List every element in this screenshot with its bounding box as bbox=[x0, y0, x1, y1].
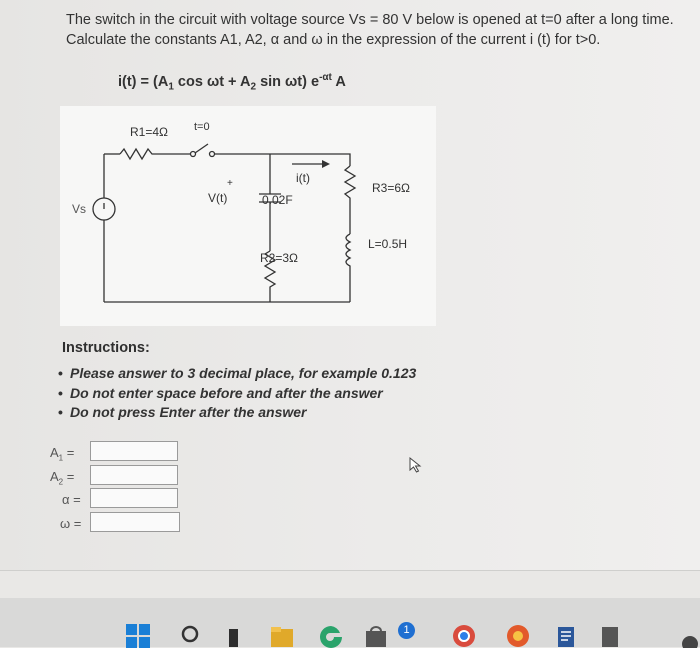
label-switch: t=0 bbox=[194, 121, 210, 133]
instructions-title: Instructions: bbox=[62, 340, 150, 356]
label-capacitor: 0.02F bbox=[262, 193, 293, 207]
switch-contact-right bbox=[210, 152, 215, 157]
switch-contact-left bbox=[191, 152, 196, 157]
a1-label: $A_1$ = bbox=[50, 445, 75, 463]
mouse-pointer-icon bbox=[408, 456, 426, 474]
windows-start-icon[interactable] bbox=[126, 624, 150, 648]
formula-sin: sin ωt) e bbox=[256, 73, 320, 90]
app-icon[interactable] bbox=[506, 624, 530, 648]
current-arrow bbox=[292, 160, 330, 168]
current-formula bbox=[118, 72, 346, 93]
inductor-l bbox=[346, 234, 350, 302]
search-icon[interactable] bbox=[180, 624, 202, 646]
formula-sub-1: 1 bbox=[168, 81, 174, 93]
system-tray-icon[interactable] bbox=[680, 634, 700, 648]
taskbar bbox=[0, 598, 700, 647]
store-icon[interactable] bbox=[364, 626, 388, 648]
label-r2: R2=3Ω bbox=[260, 251, 298, 265]
label-vs: Vs bbox=[72, 202, 87, 216]
excel-icon[interactable] bbox=[600, 626, 620, 648]
label-vt: V(t) bbox=[208, 191, 228, 205]
chrome-icon[interactable] bbox=[452, 624, 476, 648]
instruction-item bbox=[58, 384, 416, 404]
circuit-diagram bbox=[60, 106, 436, 326]
alpha-input[interactable] bbox=[90, 488, 178, 508]
question-line-1: The switch in the circuit with voltage source Vs = 80 V below is opened at t=0 after a long time. bbox=[66, 12, 674, 28]
word-icon[interactable] bbox=[556, 626, 576, 648]
formula-sub-2: 2 bbox=[250, 81, 257, 93]
instructions-list bbox=[58, 364, 416, 423]
formula-lhs: i(t) = (A bbox=[118, 73, 169, 90]
file-explorer-icon[interactable] bbox=[270, 626, 296, 648]
label-r1: R1=4Ω bbox=[130, 125, 168, 139]
formula-unit: A bbox=[331, 73, 346, 90]
a2-label: $A_2$ = bbox=[50, 468, 75, 487]
notification-badge: 1 bbox=[398, 622, 415, 639]
bullet-icon: • bbox=[58, 404, 63, 420]
instruction-item bbox=[58, 364, 416, 384]
switch-blade bbox=[195, 144, 208, 153]
alpha-label: α = bbox=[62, 492, 81, 507]
label-r3: R3=6Ω bbox=[372, 181, 410, 195]
divider bbox=[0, 570, 700, 571]
label-inductor: L=0.5H bbox=[368, 237, 408, 251]
label-plus: + bbox=[227, 178, 233, 189]
instruction-text-3: Do not press Enter after the answer bbox=[70, 404, 307, 420]
question-line-2: Calculate the constants A1, A2, α and ω in the expression of the current i (t) for t>0. bbox=[66, 32, 601, 48]
task-view-icon[interactable] bbox=[228, 628, 240, 648]
label-current: i(t) bbox=[296, 171, 310, 185]
formula-exponent: -αt bbox=[319, 72, 332, 83]
resistor-r1 bbox=[120, 149, 190, 159]
a1-input[interactable] bbox=[90, 441, 178, 461]
resistor-r3 bbox=[345, 166, 355, 234]
edge-browser-icon[interactable] bbox=[318, 624, 344, 648]
bullet-icon: • bbox=[58, 365, 63, 381]
a2-input[interactable] bbox=[90, 465, 178, 485]
omega-label: ω = bbox=[60, 515, 82, 531]
omega-input[interactable] bbox=[90, 512, 180, 532]
instruction-text-1: Please answer to 3 decimal place, for example 0.123 bbox=[70, 365, 417, 381]
circuit-svg bbox=[60, 106, 436, 326]
formula-cos: cos ωt + A bbox=[173, 73, 251, 90]
instruction-item bbox=[58, 403, 416, 423]
question-text bbox=[66, 10, 676, 50]
instruction-text-2: Do not enter space before and after the answer bbox=[70, 384, 383, 401]
bullet-icon: • bbox=[58, 384, 63, 401]
